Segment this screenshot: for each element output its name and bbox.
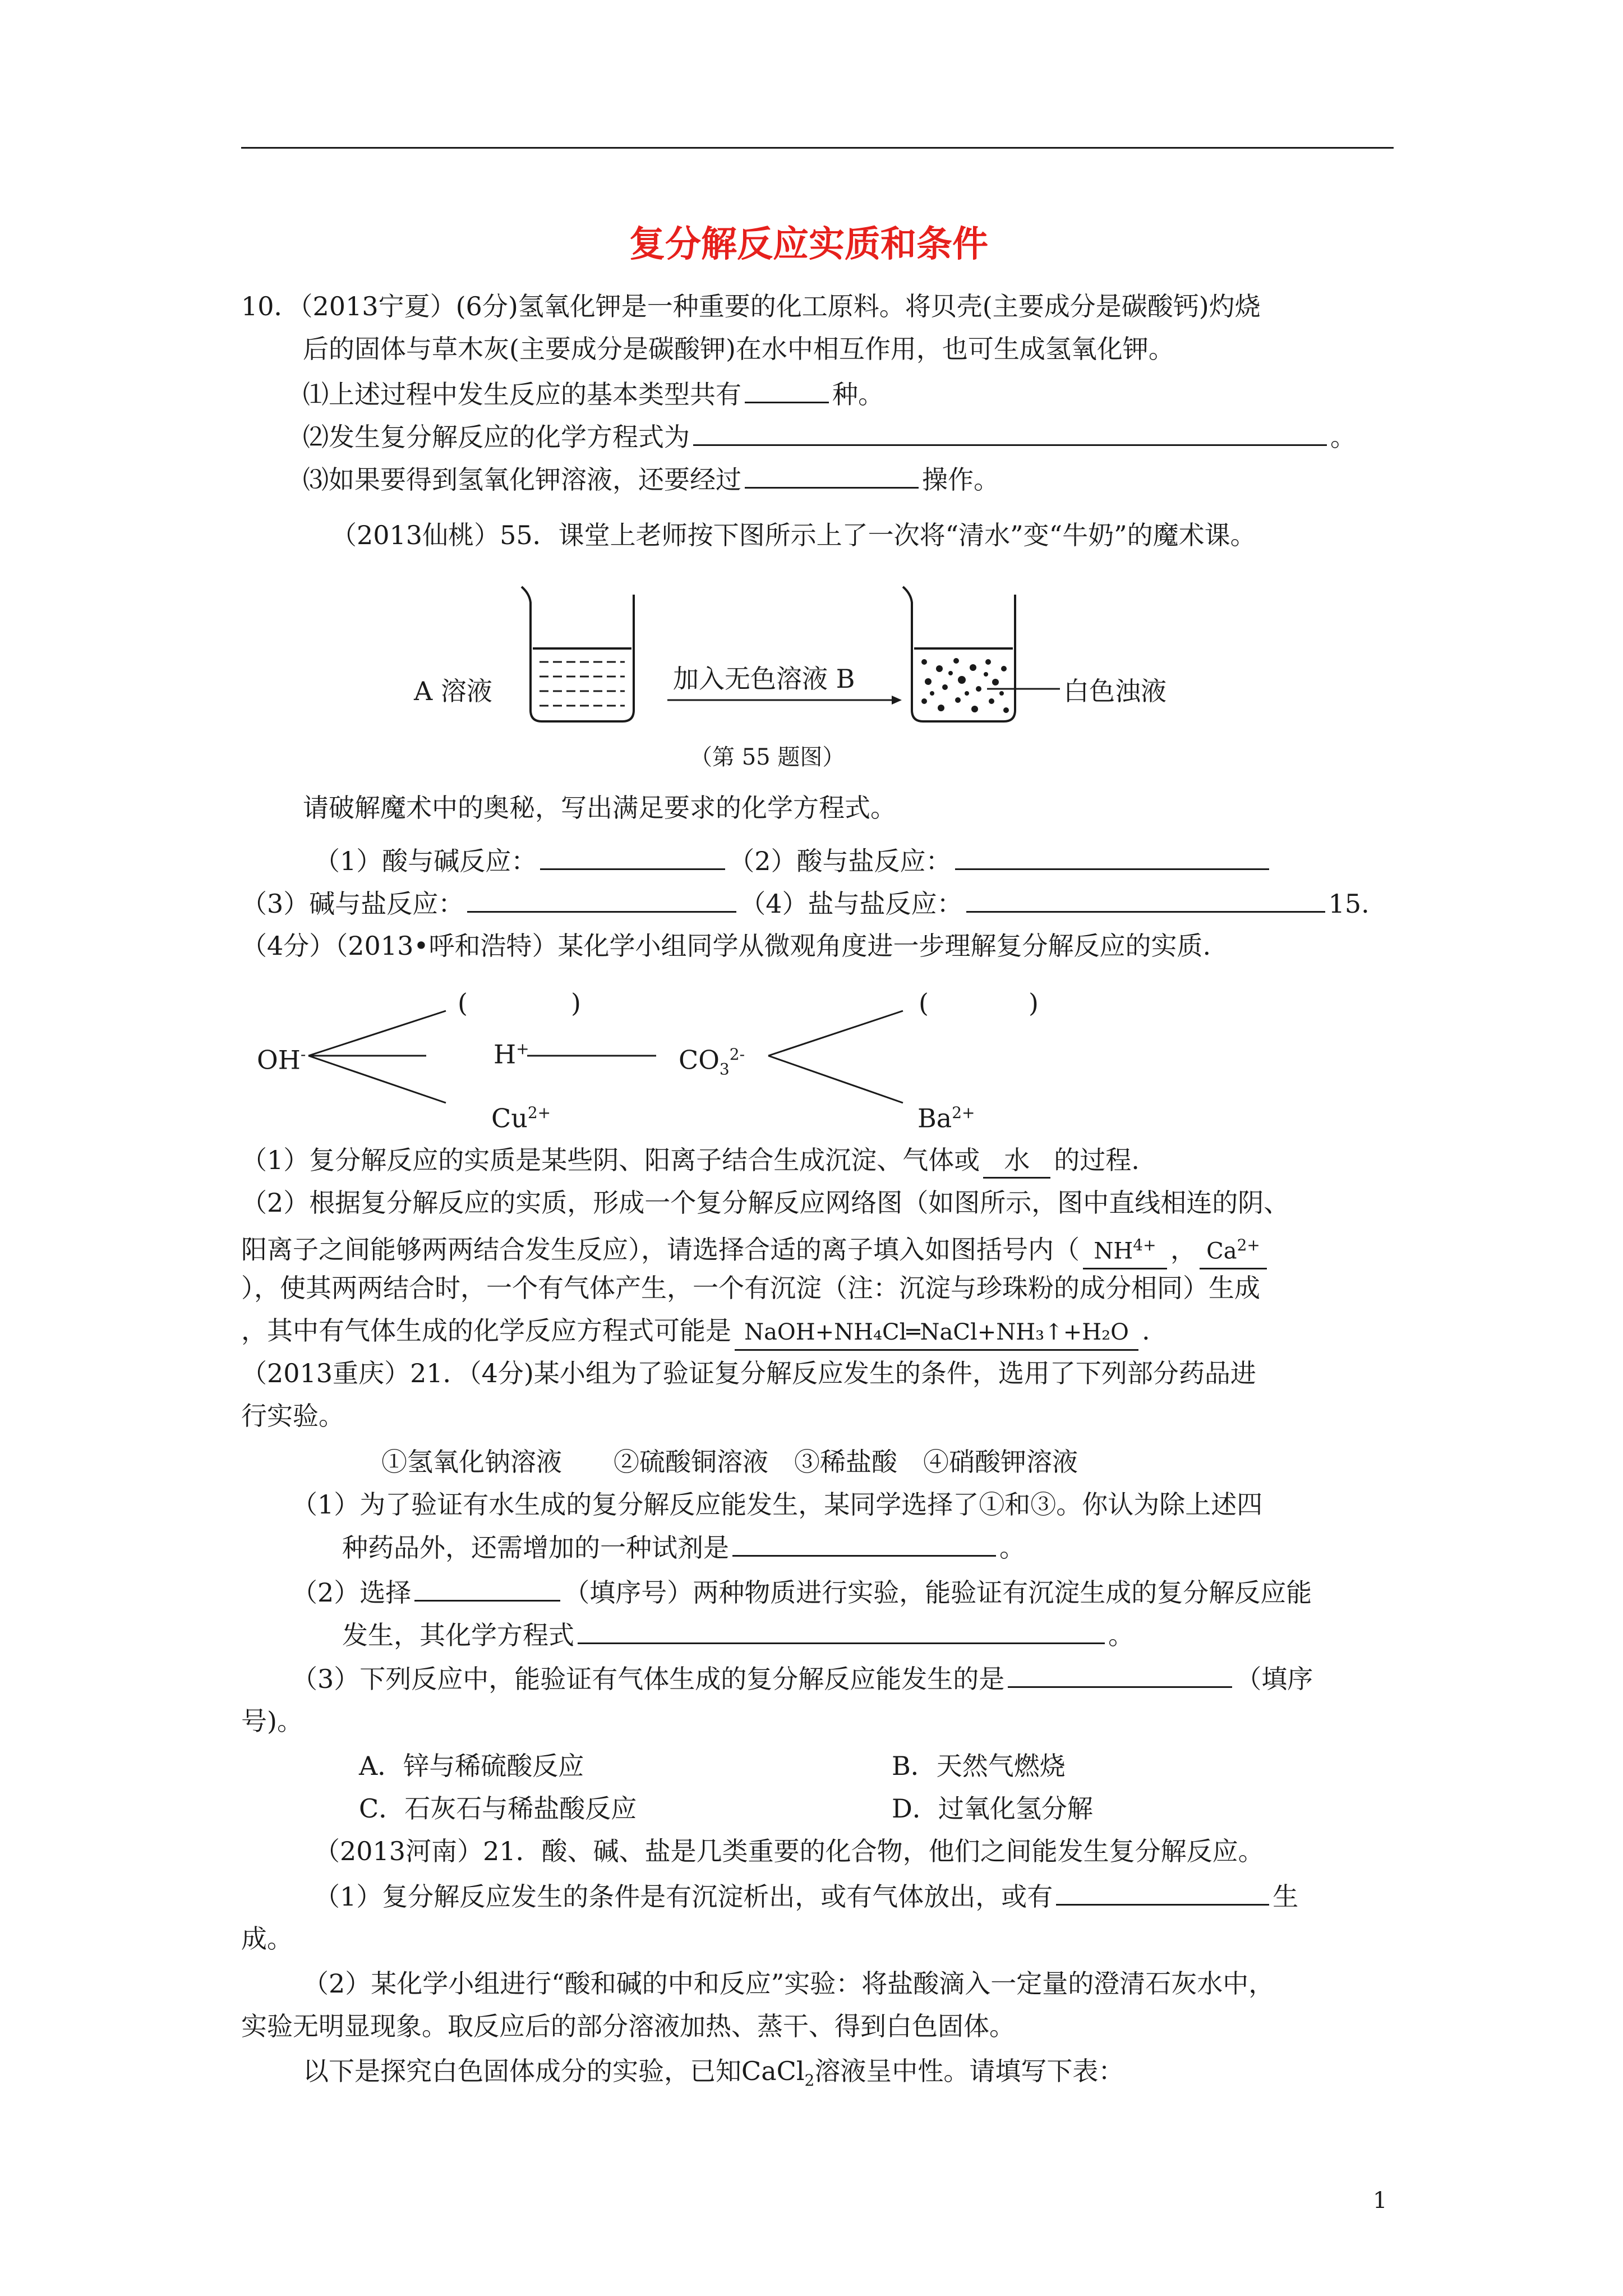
ion-co3-charge: 2- <box>729 1045 745 1064</box>
q21hn-s3-post: 溶液呈中性。请填写下表： <box>814 2056 1124 2086</box>
q21cq-option-b[interactable]: B．天然气燃烧 <box>892 1751 1066 1781</box>
q21cq-option-d[interactable]: D．过氧化氢分解 <box>892 1793 1093 1824</box>
q55-intro: （2013仙桃）55．课堂上老师按下图所示上了一次将“清水”变“牛奶”的魔术课。 <box>331 520 1256 550</box>
q10-sub3-text: ⑶如果要得到氢氧化钾溶液，还要经过 <box>303 464 741 495</box>
ion-h-text: H <box>494 1039 517 1070</box>
ion-co3-sub: 3 <box>719 1060 730 1079</box>
paren-slot-1-close[interactable]: ) <box>571 988 581 1018</box>
ion-oh-charge: - <box>300 1045 306 1064</box>
q10-sub3-post: 操作。 <box>922 464 999 495</box>
q10-sub1-text: ⑴上述过程中发生反应的基本类型共有 <box>303 379 741 409</box>
q15-a2-comma: ， <box>1170 1234 1196 1265</box>
q15-a1 <box>241 1143 1140 1179</box>
q21cq-line2: 行实验。 <box>241 1401 344 1431</box>
q10-sub2 <box>303 420 1356 454</box>
q10-line2: 后的固体与草木灰(主要成分是碳酸钾)在水中相互作用，也可生成氢氧化钾。 <box>303 334 1174 364</box>
q15-a2-line4-post: . <box>1142 1315 1150 1346</box>
q21cq-s2-text: （2）选择 <box>292 1577 412 1608</box>
line-oh-cu <box>308 1056 446 1103</box>
q10-blank1[interactable] <box>745 377 829 403</box>
ion-cu-text: Cu <box>491 1103 528 1134</box>
q15-a2-line2 <box>241 1228 1270 1269</box>
line-co3-top <box>768 1011 903 1056</box>
q21cq-s3-text: （3）下列反应中，能验证有气体生成的复分解反应能发生的是 <box>292 1664 1005 1694</box>
ion-cu-charge: 2+ <box>527 1103 551 1122</box>
q15-a2-equation[interactable]: NaOH+NH₄Cl═NaCl+NH₃↑+H₂O <box>735 1315 1138 1351</box>
paren-slot-1-open[interactable]: ( <box>458 988 468 1018</box>
q10-sub2-post: 。 <box>1330 422 1356 452</box>
q55-blank4[interactable] <box>966 886 1325 913</box>
line-oh-top <box>308 1011 446 1056</box>
q21hn-line1: （2013河南）21．酸、碱、盐是几类重要的化合物，他们之间能发生复分解反应。 <box>314 1836 1264 1866</box>
q21cq-option-c[interactable]: C．石灰石与稀盐酸反应 <box>359 1793 637 1824</box>
q21cq-s2-post: （填序号）两种物质进行实验，能验证有沉淀生成的复分解反应能 <box>564 1577 1312 1608</box>
q21cq-reagents: ①氢氧化钠溶液 ②硫酸铜溶液 ③稀盐酸 ④硝酸钾溶液 <box>381 1447 1078 1477</box>
q55-row2 <box>241 886 1370 921</box>
q15-a2-answer2-text: Ca <box>1206 1238 1237 1264</box>
q21cq-line1: （2013重庆）21．（4分)某小组为了验证复分解反应发生的条件，选用了下列部分药品进 <box>241 1358 1256 1388</box>
q15-a1-text: （1）复分解反应的实质是某些阴、阳离子结合生成沉淀、气体或 <box>241 1145 980 1175</box>
q55-blank3[interactable] <box>467 886 736 913</box>
paren-slot-2-close[interactable]: ) <box>1029 988 1039 1018</box>
q55-p2-label: （2）酸与盐反应： <box>728 846 952 876</box>
ion-oh <box>257 1038 306 1076</box>
q21hn-s3 <box>303 2054 1124 2097</box>
q15-a2-answer1-text: NH <box>1094 1238 1133 1264</box>
ion-h <box>494 1032 529 1071</box>
q55-p3-label: （3）碱与盐反应： <box>241 889 464 919</box>
q21hn-s1-text: （1）复分解反应发生的条件是有沉淀析出，或有气体放出，或有 <box>314 1881 1053 1912</box>
ion-ba-charge: 2+ <box>952 1103 975 1122</box>
q21cq-s3-line2: 号)。 <box>241 1706 303 1736</box>
ion-co3 <box>679 1038 745 1087</box>
q21cq-s3-line1 <box>292 1662 1313 1696</box>
q21hn-s2-line2: 实验无明显现象。取反应后的部分溶液加热、蒸干、得到白色固体。 <box>241 2011 1015 2041</box>
paren-slot-2-open[interactable]: ( <box>919 988 929 1018</box>
label-a-solution: A 溶液 <box>414 676 492 706</box>
q55-blank1[interactable] <box>540 844 725 870</box>
q21hn-s3-sub: 2 <box>804 2071 815 2090</box>
q21cq-s2-line1 <box>292 1575 1312 1609</box>
q15-a2-line2-text: 阳离子之间能够两两结合发生反应），请选择合适的离子填入如图括号内（ <box>241 1234 1080 1265</box>
q21cq-s1-line1: （1）为了验证有水生成的复分解反应能发生，某同学选择了①和③。你认为除上述四 <box>292 1489 1263 1520</box>
label-add-b: 加入无色溶液 B <box>673 664 855 694</box>
label-white-turbid: 白色浊液 <box>1063 676 1166 706</box>
q15-number: 15. <box>1328 889 1370 919</box>
q15-a2-answer2[interactable] <box>1200 1228 1267 1269</box>
q15-intro: （4分）（2013•呼和浩特）某化学小组同学从微观角度进一步理解复分解反应的实质. <box>241 931 1211 961</box>
q15-a1-post: 的过程. <box>1054 1145 1140 1175</box>
q21hn-s1-line2: 成。 <box>241 1924 293 1954</box>
q21cq-s2-line2-text: 发生，其化学方程式 <box>342 1620 574 1650</box>
figure-caption: （第 55 题图） <box>690 744 845 770</box>
ion-h-charge: + <box>516 1039 529 1058</box>
q15-a2-answer1[interactable] <box>1083 1228 1167 1269</box>
ion-ba <box>917 1096 975 1135</box>
arrow-icon <box>667 696 902 705</box>
q15-a2-answer2-charge: 2+ <box>1237 1236 1260 1254</box>
q21cq-s3-post: （填序 <box>1235 1664 1313 1694</box>
q21cq-s1-post: 。 <box>999 1533 1025 1563</box>
ion-cu <box>491 1096 551 1135</box>
q21cq-blank1[interactable] <box>732 1530 996 1557</box>
ion-ba-text: Ba <box>917 1103 952 1134</box>
line-co3-ba <box>768 1056 903 1103</box>
q21hn-s3-text: 以下是探究白色固体成分的实验，已知CaCl <box>303 2056 805 2086</box>
q10-blank2[interactable] <box>693 420 1327 446</box>
q21hn-s1-line1 <box>314 1879 1298 1913</box>
q21cq-blank2[interactable] <box>414 1575 560 1602</box>
q21cq-s1-text: 种药品外，还需增加的一种试剂是 <box>342 1533 729 1563</box>
q21hn-blank1[interactable] <box>1056 1879 1269 1906</box>
q21hn-s1-post: 生 <box>1272 1881 1299 1912</box>
q15-a2-line4-text: ，其中有气体生成的化学反应方程式可能是 <box>241 1315 731 1346</box>
q15-a2-answer1-charge: 4+ <box>1133 1236 1156 1254</box>
q55-row1 <box>314 844 1272 878</box>
ion-co3-text: CO <box>679 1045 720 1075</box>
q21cq-s2-line2-post: 。 <box>1108 1620 1134 1650</box>
q10-sub3 <box>303 462 999 496</box>
q10-blank3[interactable] <box>745 462 919 489</box>
q55-prompt: 请破解魔术中的奥秘，写出满足要求的化学方程式。 <box>303 793 896 823</box>
q55-blank2[interactable] <box>955 844 1269 870</box>
q21hn-s2-line1: （2）某化学小组进行“酸和碱的中和反应”实验：将盐酸滴入一定量的澄清石灰水中， <box>303 1968 1275 1999</box>
q55-p4-label: （4）盐与盐反应： <box>740 889 963 919</box>
page-number: 1 <box>1373 2188 1387 2214</box>
header-rule <box>241 147 1394 149</box>
q21cq-s2-line2 <box>342 1618 1134 1652</box>
q15-a2-line3: ），使其两两结合时，一个有气体产生，一个有沉淀（注：沉淀与珍珠粉的成分相同）生成 <box>241 1273 1260 1303</box>
q21cq-blank3[interactable] <box>578 1618 1105 1644</box>
page-title: 复分解反应实质和条件 <box>629 224 988 265</box>
q15-a2-line4 <box>241 1314 1150 1351</box>
q10-line1: 10．（2013宁夏）(6分)氢氧化钾是一种重要的化工原料。将贝壳(主要成分是碳酸钙)灼烧 <box>241 291 1261 321</box>
precipitate-icon <box>921 658 1009 713</box>
q21cq-s1-line2 <box>342 1530 1025 1565</box>
q55-p1-label: （1）酸与碱反应： <box>314 846 537 876</box>
beaker-a-icon <box>522 587 634 721</box>
q15-a1-answer[interactable]: 水 <box>983 1143 1050 1179</box>
q10-sub2-text: ⑵发生复分解反应的化学方程式为 <box>303 422 690 452</box>
q15-a2-line1: （2）根据复分解反应的实质，形成一个复分解反应网络图（如图所示，图中直线相连的阴、 <box>241 1188 1290 1218</box>
q21cq-option-a[interactable]: A．锌与稀硫酸反应 <box>359 1751 584 1781</box>
q10-sub1-post: 种。 <box>832 379 884 409</box>
q10-sub1 <box>303 377 884 411</box>
q21cq-blank4[interactable] <box>1008 1662 1232 1688</box>
ion-oh-text: OH <box>257 1045 301 1075</box>
